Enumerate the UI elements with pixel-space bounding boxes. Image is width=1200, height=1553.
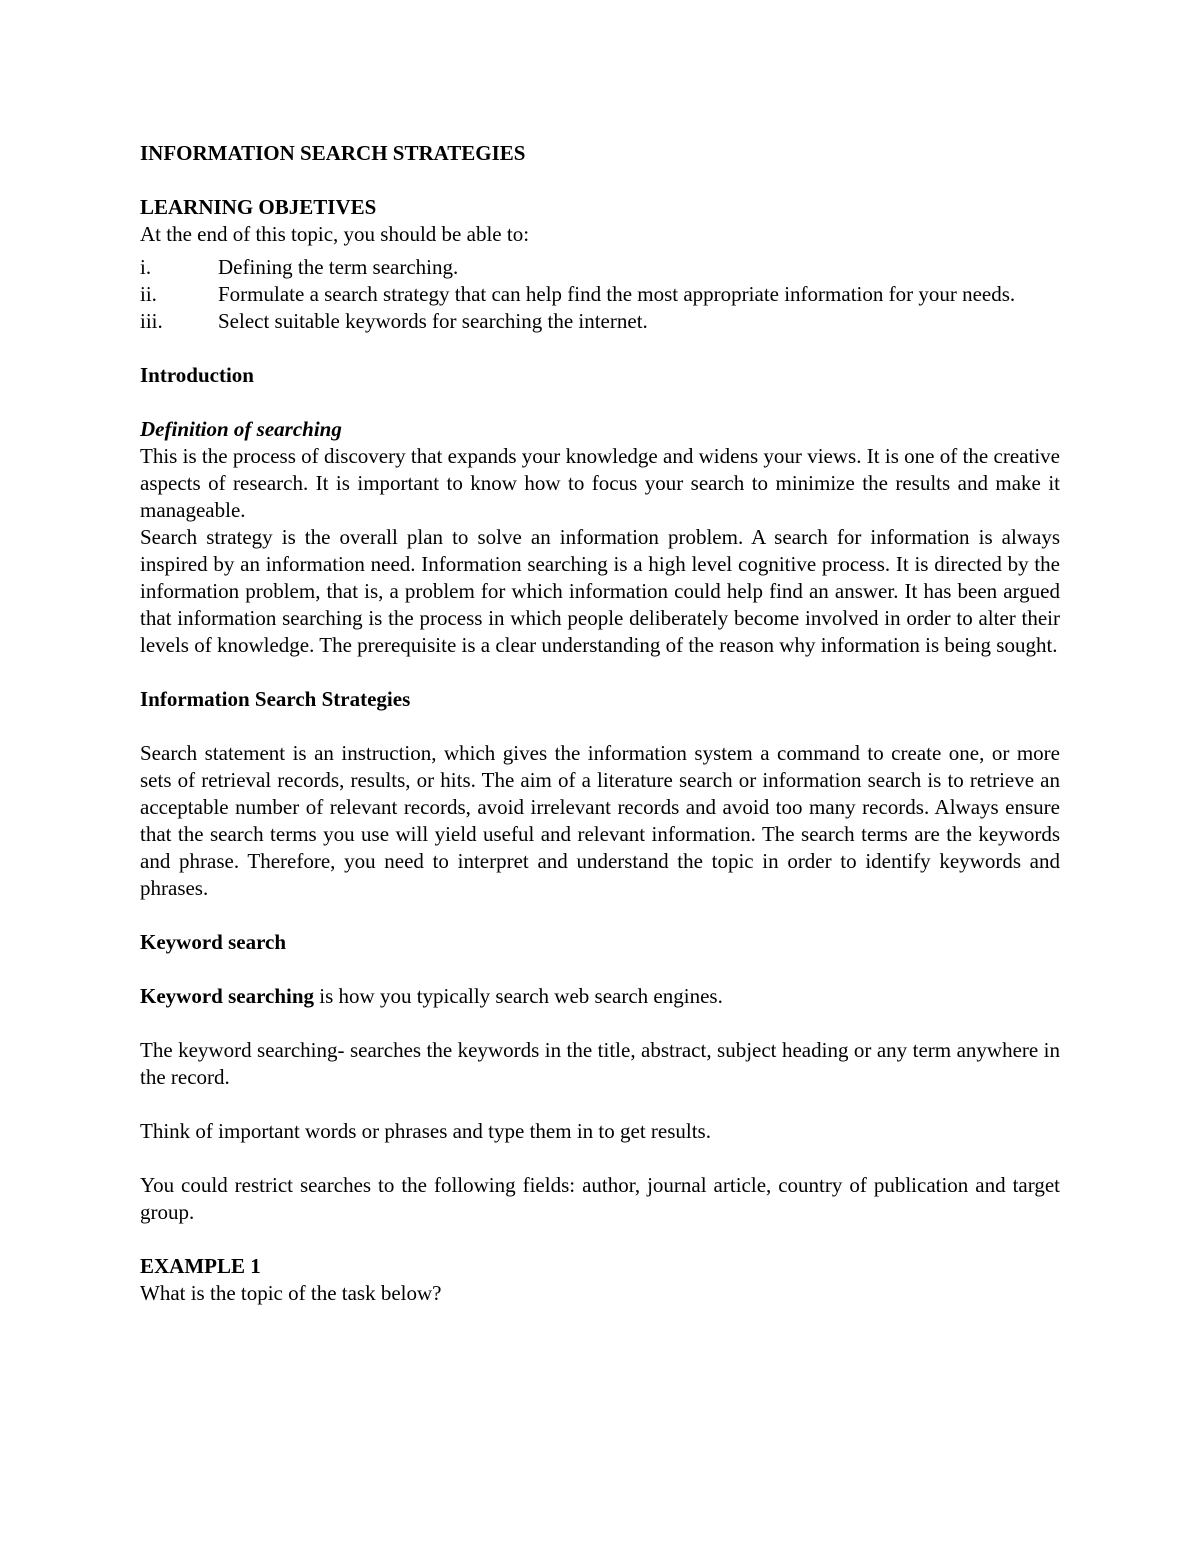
spacer [140,1091,1060,1118]
document-title: INFORMATION SEARCH STRATEGIES [140,141,526,165]
keyword-searching-rest: is how you typically search web search engines. [314,984,723,1008]
objective-text: Formulate a search strategy that can help find the most appropriate information for your needs. [218,282,1016,306]
spacer [140,956,1060,983]
objective-item [140,254,1060,281]
spacer [140,659,1060,686]
spacer [140,167,1060,194]
introduction-heading: Introduction [140,363,254,387]
objective-item [140,281,1060,308]
objective-number: iii. [140,309,163,333]
objectives-list [140,254,1060,335]
example-1-question: What is the topic of the task below? [140,1281,442,1305]
learning-objectives-heading: LEARNING OBJETIVES [140,195,377,219]
restrict-searches-paragraph: You could restrict searches to the following fields: author, journal article, country of publication and target group. [140,1173,1060,1224]
definition-heading: Definition of searching [140,417,342,441]
example-1-heading: EXAMPLE 1 [140,1254,261,1278]
keyword-fields-paragraph: The keyword searching- searches the keywords in the title, abstract, subject heading or any term anywhere in the record. [140,1038,1060,1089]
objective-item [140,308,1060,335]
objective-number: ii. [140,282,157,306]
spacer [140,1010,1060,1037]
keyword-searching-paragraph [140,983,1060,1010]
search-statement-paragraph: Search statement is an instruction, which gives the information system a command to create one, or more sets of retrieval records, results, or hits. The aim of a literature search or information search is to retrieve an acceptable number of relevant records, avoid irrelevant records and avoid too many records. Always ensure that the search terms you use will yield useful and relevant information. The search terms are the keywords and phrase. Therefore, you need to interpret and understand the topic in order to identify keywords and phrases. [140,741,1060,900]
definition-paragraph: This is the process of discovery that expands your knowledge and widens your views. It is one of the creative aspects of research. It is important to know how to focus your search to minimize the results and make it manageable. [140,444,1060,522]
objective-text: Defining the term searching. [218,255,459,279]
spacer [140,335,1060,362]
keyword-searching-term: Keyword searching [140,984,315,1008]
search-strategy-paragraph: Search strategy is the overall plan to solve an information problem. A search for information is always inspired by an information need. Information searching is a high level cognitive process. It is directed by the information problem, that is, a problem for which information could help find an answer. It has been argued that information searching is the process in which people deliberately become involved in order to alter their levels of knowledge. The prerequisite is a clear understanding of the reason why information is being sought. [140,525,1060,657]
spacer [140,389,1060,416]
information-search-strategies-heading: Information Search Strategies [140,687,411,711]
keyword-search-heading: Keyword search [140,930,287,954]
objective-number: i. [140,255,152,279]
spacer [140,713,1060,740]
learning-objectives-intro: At the end of this topic, you should be able to: [140,222,530,246]
spacer [140,1226,1060,1253]
spacer [140,902,1060,929]
objective-text: Select suitable keywords for searching the internet. [218,309,648,333]
document-page [140,140,1060,1307]
spacer [140,1145,1060,1172]
think-of-words-paragraph: Think of important words or phrases and type them in to get results. [140,1119,711,1143]
